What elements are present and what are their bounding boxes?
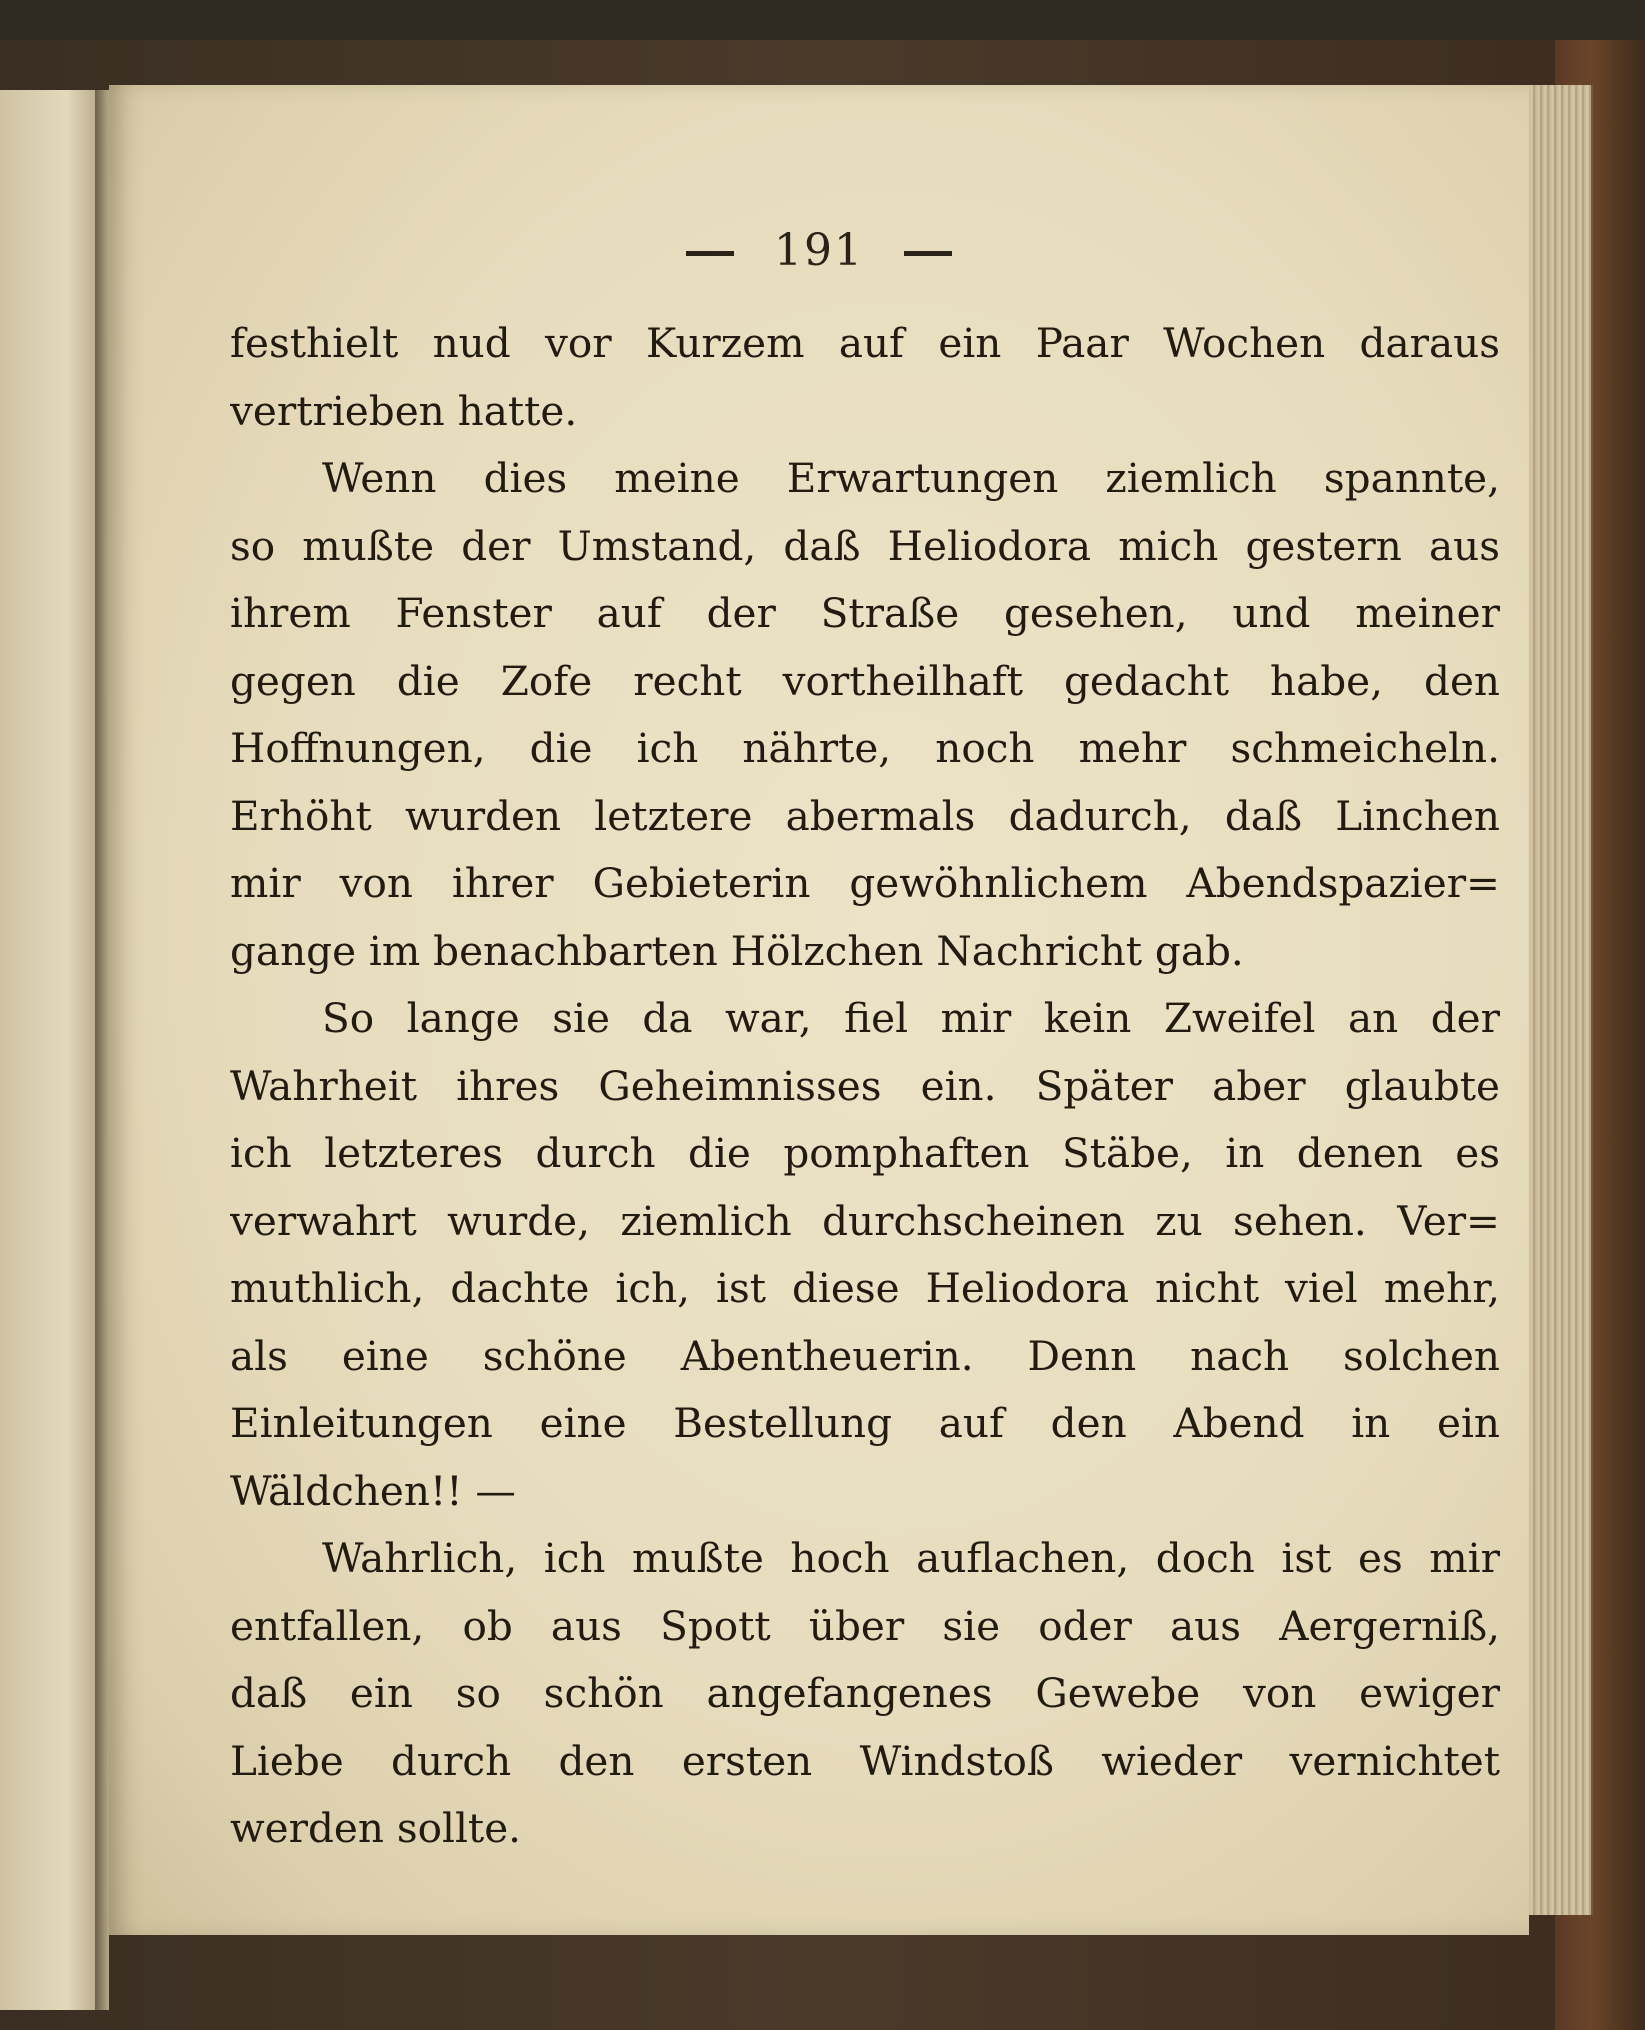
text-line: als eine schöne Abentheuerin. Denn nach solchen (230, 1331, 1500, 1380)
text-line: Erhöht wurden letztere abermals dadurch, daß Linchen (230, 791, 1500, 840)
paragraph (230, 445, 1500, 985)
text-line: ihrem Fenster auf der Straße gesehen, und meiner (230, 589, 1500, 637)
text-line: Einleitungen eine Bestellung auf den Abend in ein (230, 1399, 1500, 1447)
text-line: muthlich, dachte ich, ist diese Heliodora nicht viel mehr, (230, 1264, 1500, 1312)
text-line: ich letzteres durch die pomphaften Stäbe, in denen es (230, 1129, 1500, 1177)
text-line: daß ein so schön angefangenes Gewebe von ewiger (230, 1669, 1500, 1717)
paragraph (230, 310, 1500, 445)
text-line: verwahrt wurde, ziemlich durchscheinen zu sehen. Ver= (230, 1196, 1500, 1245)
text-line: gange im benachbarten Hölzchen Nachricht gab. (230, 926, 1244, 975)
text-line: festhielt nud vor Kurzem auf ein Paar Wochen daraus (230, 319, 1500, 367)
dash-right (904, 251, 952, 256)
dash-left (686, 251, 734, 256)
body-text (230, 310, 1500, 1863)
book-page (109, 85, 1529, 1935)
text-line: entfallen, ob aus Spott über sie oder aus Aergerniß, (230, 1601, 1500, 1650)
text-line: werden sollte. (230, 1804, 522, 1852)
text-line: vertrieben hatte. (230, 386, 578, 435)
paragraph (230, 985, 1500, 1525)
page-stack-edges (1528, 85, 1593, 1915)
page-number: 191 (774, 225, 864, 276)
paragraph (230, 1525, 1500, 1863)
text-line: gegen die Zofe recht vortheilhaft gedacht habe, den (230, 656, 1500, 705)
text-line: so mußte der Umstand, daß Heliodora mich gestern aus (230, 521, 1500, 570)
text-line: Wenn dies meine Erwartungen ziemlich spannte, (322, 454, 1500, 502)
text-line: mir von ihrer Gebieterin gewöhnlichem Abendspazier= (230, 859, 1500, 907)
page-number-header (109, 225, 1529, 276)
text-line: So lange sie da war, fiel mir kein Zweifel an der (322, 994, 1500, 1042)
book-gutter (95, 90, 109, 2010)
text-line: Wahrlich, ich mußte hoch auflachen, doch ist es mir (322, 1534, 1500, 1582)
text-line: Liebe durch den ersten Windstoß wieder vernichtet (230, 1736, 1500, 1785)
previous-page-edge (0, 90, 97, 2010)
text-line: Wahrheit ihres Geheimnisses ein. Später aber glaubte (230, 1061, 1500, 1110)
text-line: Wäldchen!! — (230, 1466, 516, 1515)
text-line: Hoffnungen, die ich nährte, noch mehr schmeicheln. (230, 724, 1500, 772)
